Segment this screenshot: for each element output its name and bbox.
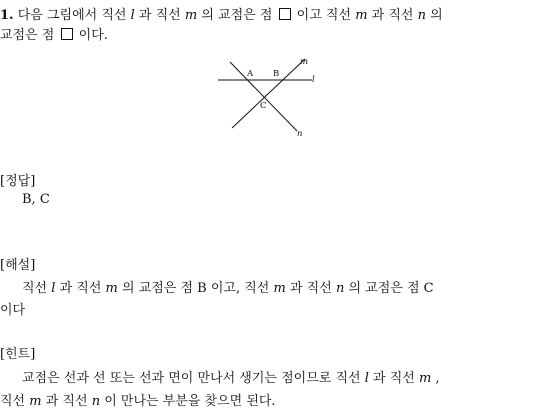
question-line-2: [0, 24, 108, 43]
hint-text: 과 직선: [373, 371, 415, 386]
line-m: [232, 59, 305, 128]
var-n: n: [91, 394, 101, 409]
blank-box: [61, 28, 73, 40]
line-n-label: n: [297, 129, 303, 139]
var-m: m: [273, 281, 286, 296]
hint-text: ,: [435, 371, 440, 386]
var-l: l: [51, 281, 56, 296]
lines-figure: [200, 52, 330, 142]
var-m: m: [184, 8, 198, 23]
point-c-label: C: [260, 101, 267, 111]
hint-line-2: [0, 390, 276, 409]
var-l: l: [364, 371, 369, 386]
explanation-text: 과 직선: [289, 281, 332, 296]
answer-text: B, C: [22, 192, 50, 207]
line-l-label: l: [312, 75, 315, 85]
explanation-text: 과 직선: [59, 281, 102, 296]
question-text: 의 교점은 점: [201, 8, 273, 23]
question-text: 과 직선: [138, 8, 181, 23]
question-text: 이다.: [78, 28, 108, 43]
point-b-label: B: [273, 69, 280, 79]
line-m-label: m: [300, 57, 309, 67]
question-text: 교점은 점: [0, 28, 55, 43]
hint-header: [힌트]: [0, 347, 36, 362]
hint-text: 과 직선: [45, 394, 88, 409]
explanation-text: 의 교점은 점 B 이고, 직선: [122, 281, 270, 296]
hint-line-1: [22, 367, 440, 386]
explanation-header: [해설]: [0, 258, 36, 273]
var-n: n: [417, 8, 426, 23]
question-text: 의: [430, 8, 443, 23]
blank-box: [279, 8, 291, 20]
var-m: m: [419, 371, 432, 386]
explanation-text: 직선: [22, 281, 48, 296]
question-text: 이고 직선: [296, 8, 352, 23]
explanation-text: 의 교점은 점 C: [348, 281, 434, 296]
answer-header: [정답]: [0, 174, 36, 189]
point-a-label: A: [247, 69, 254, 79]
explanation-line-1: [22, 277, 434, 296]
hint-text: 직선: [0, 394, 26, 409]
var-l: l: [130, 8, 135, 23]
var-m: m: [29, 394, 42, 409]
var-m: m: [105, 281, 118, 296]
question-line-1: [0, 4, 443, 23]
var-n: n: [335, 281, 345, 296]
question-number: 1.: [0, 8, 14, 23]
explanation-line-2: 이다: [0, 303, 26, 318]
hint-text: 교점은 선과 선 또는 선과 면이 만나서 생기는 점이므로 직선: [22, 371, 361, 386]
var-m: m: [355, 8, 368, 23]
question-text: 다음 그림에서 직선: [17, 8, 127, 23]
hint-text: 이 만나는 부분을 찾으면 된다.: [104, 394, 276, 409]
question-text: 과 직선: [371, 8, 414, 23]
